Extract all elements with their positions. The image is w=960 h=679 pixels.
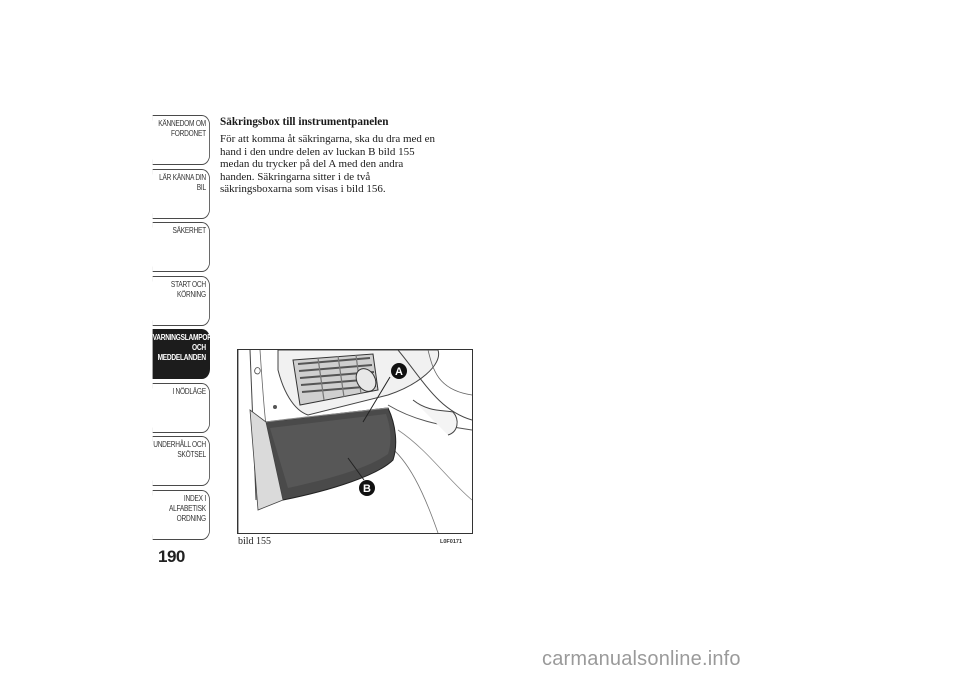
chapter-tab-label: ORDNING bbox=[176, 513, 206, 523]
chapter-tab-label: OCH bbox=[192, 343, 206, 352]
chapter-tab[interactable] bbox=[153, 276, 210, 326]
callout-a-label: A bbox=[395, 366, 403, 378]
body-line: handen. Säkringarna sitter i de två bbox=[220, 170, 371, 183]
dashboard-illustration bbox=[238, 350, 472, 533]
chapter-tab-label: SÄKERHET bbox=[172, 226, 206, 235]
chapter-tab-label: LÄR KÄNNA DIN bbox=[159, 172, 206, 182]
callout-a bbox=[391, 363, 407, 379]
chapter-tab-label: SKÖTSEL bbox=[177, 450, 206, 459]
chapter-tab-label: VARNINGSLAMPOR bbox=[152, 333, 212, 342]
callout-b bbox=[359, 480, 375, 496]
page-number: 190 bbox=[158, 547, 185, 566]
chapter-tab-label: UNDERHÅLL OCH bbox=[153, 440, 206, 449]
chapter-tab[interactable] bbox=[153, 436, 210, 486]
body-line: hand i den undre delen av luckan B bild 155 bbox=[220, 145, 415, 158]
chapter-tab-label: KÄNNEDOM OM bbox=[158, 119, 206, 128]
body-line: säkringsboxarna som visas i bild 156. bbox=[220, 183, 386, 196]
body-line: För att komma åt säkringarna, ska du dra med en bbox=[220, 133, 436, 145]
body-line: medan du trycker på del A med den andra bbox=[220, 158, 404, 171]
chapter-tab-label: KÖRNING bbox=[176, 289, 206, 299]
chapter-tab-label: BIL bbox=[196, 182, 206, 192]
chapter-tab[interactable] bbox=[153, 329, 210, 379]
chapter-tab[interactable] bbox=[153, 115, 210, 165]
chapter-tab-label: INDEX I bbox=[183, 493, 206, 503]
chapter-tab[interactable] bbox=[153, 222, 210, 272]
chapter-tab[interactable] bbox=[153, 490, 210, 540]
chapter-tab-label: I NÖDLÄGE bbox=[172, 386, 206, 396]
section-heading: Säkringsbox till instrumentpanelen bbox=[220, 116, 389, 128]
figure-dashboard-fuse-cover bbox=[237, 349, 473, 534]
chapter-tab-label: FORDONET bbox=[171, 129, 206, 138]
callout-b-label: B bbox=[363, 483, 371, 495]
chapter-tab-label: ALFABETISK bbox=[168, 503, 206, 513]
figure-caption: bild 155 bbox=[238, 536, 272, 547]
watermark-text: carmanualsonline.info bbox=[542, 648, 741, 670]
chapter-tab[interactable] bbox=[153, 169, 210, 219]
chapter-tab-label: START OCH bbox=[170, 279, 206, 289]
chapter-tab[interactable] bbox=[153, 383, 210, 433]
fuse-cover-lid bbox=[266, 408, 396, 500]
section-body bbox=[220, 133, 495, 196]
figure-code: L0F0171 bbox=[440, 539, 463, 545]
chapter-tab-label: MEDDELANDEN bbox=[157, 353, 206, 362]
content-section bbox=[220, 116, 495, 196]
